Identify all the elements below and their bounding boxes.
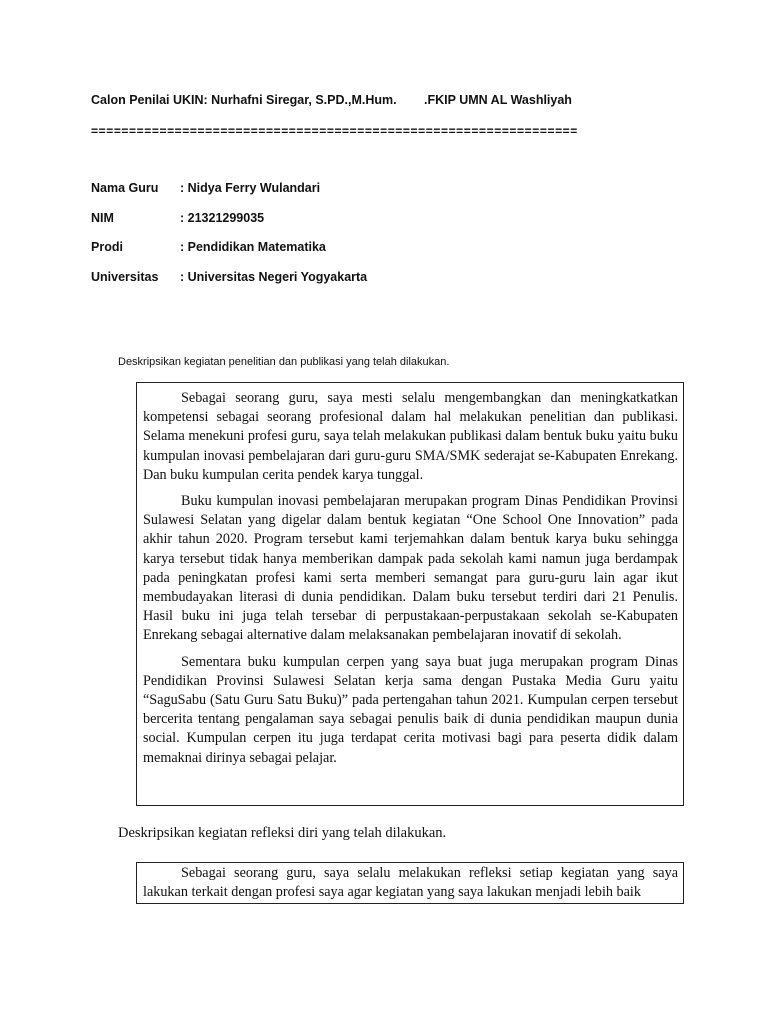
answer-paragraph: Buku kumpulan inovasi pembelajaran merupakan program Dinas Pendidikan Provinsi Sulawesi Selatan yang digelar dalam bentuk kegiatan “One School One Innovation” pada akhir tahun 2020. Program tersebut kami terjemahkan dalam bentuk karya buku sehingga karya tersebut tidak hanya memberikan dampak pada sekolah kami namun juga berdampak pada peningkatan profesi kami serta memberi semangat para guru-guru lain agar ikut membudayakan literasi di dunia pendidikan. Dalam buku tersebut terdiri dari 21 Penulis. Hasil buku ini juga telah tersebar di perpustakaan-perpustakaan sekolah se-Kabupaten Enrekang sebagai alternative dalam melaksanakan pembelajaran inovatif di sekolah. — [143, 493, 678, 644]
research-prompt: Deskripsikan kegiatan penelitian dan publikasi yang telah dilakukan. — [118, 356, 450, 368]
info-value: : 21321299035 — [180, 210, 265, 225]
institution-name: .FKIP UMN AL Washliyah — [424, 93, 572, 107]
info-key: Prodi — [91, 240, 123, 254]
answer-paragraph: Sementara buku kumpulan cerpen yang saya buat juga merupakan program Dinas Pendidikan Provinsi Sulawesi Selatan kerja sama dengan Pustaka Media Guru yaitu “SaguSabu (Satu Guru Satu Buku)” pada pertengahan tahun 2021. Kumpulan cerpen tersebut bercerita tentang pengalaman saya sebagai penulis baik di dunia pendidikan maupun dunia social. Kumpulan cerpen itu juga terdapat cerita motivasi bagi para peserta didik dalam memaknai dirinya sebagai pelajar. — [143, 653, 678, 766]
answer-paragraph: Sebagai seorang guru, saya mesti selalu mengembangkan dan meningkatkatkan kompetensi sebagai seorang profesional dalam hal melakukan penelitian dan publikasi. Selama menekuni profesi guru, saya telah melakukan publikasi dalam bentuk buku yaitu buku kumpulan inovasi pembelajaran dari guru-guru SMA/SMK sederajat se-Kabupaten Enrekang. Dan buku kumpulan cerita pendek karya tunggal. — [143, 390, 678, 483]
research-answer-box — [136, 382, 684, 806]
info-value: : Pendidikan Matematika — [180, 240, 326, 254]
info-value: : Nidya Ferry Wulandari — [180, 181, 321, 195]
assessor-name: Calon Penilai UKIN: Nurhafni Siregar, S.PD.,M.Hum. — [91, 93, 397, 107]
header-line — [91, 93, 572, 107]
info-key: Universitas — [91, 269, 159, 284]
reflection-answer-box — [136, 862, 684, 904]
info-key: NIM — [91, 210, 114, 225]
answer-paragraph: Sebagai seorang guru, saya selalu melakukan refleksi setiap kegiatan yang saya lakukan terkait dengan profesi saya agar kegiatan yang saya lakukan menjadi lebih baik — [143, 865, 678, 901]
reflection-prompt: Deskripsikan kegiatan refleksi diri yang telah dilakukan. — [118, 825, 447, 841]
info-key: Nama Guru — [91, 181, 159, 195]
info-value: : Universitas Negeri Yogyakarta — [180, 269, 368, 284]
header-divider: ================================================================ — [91, 124, 578, 138]
